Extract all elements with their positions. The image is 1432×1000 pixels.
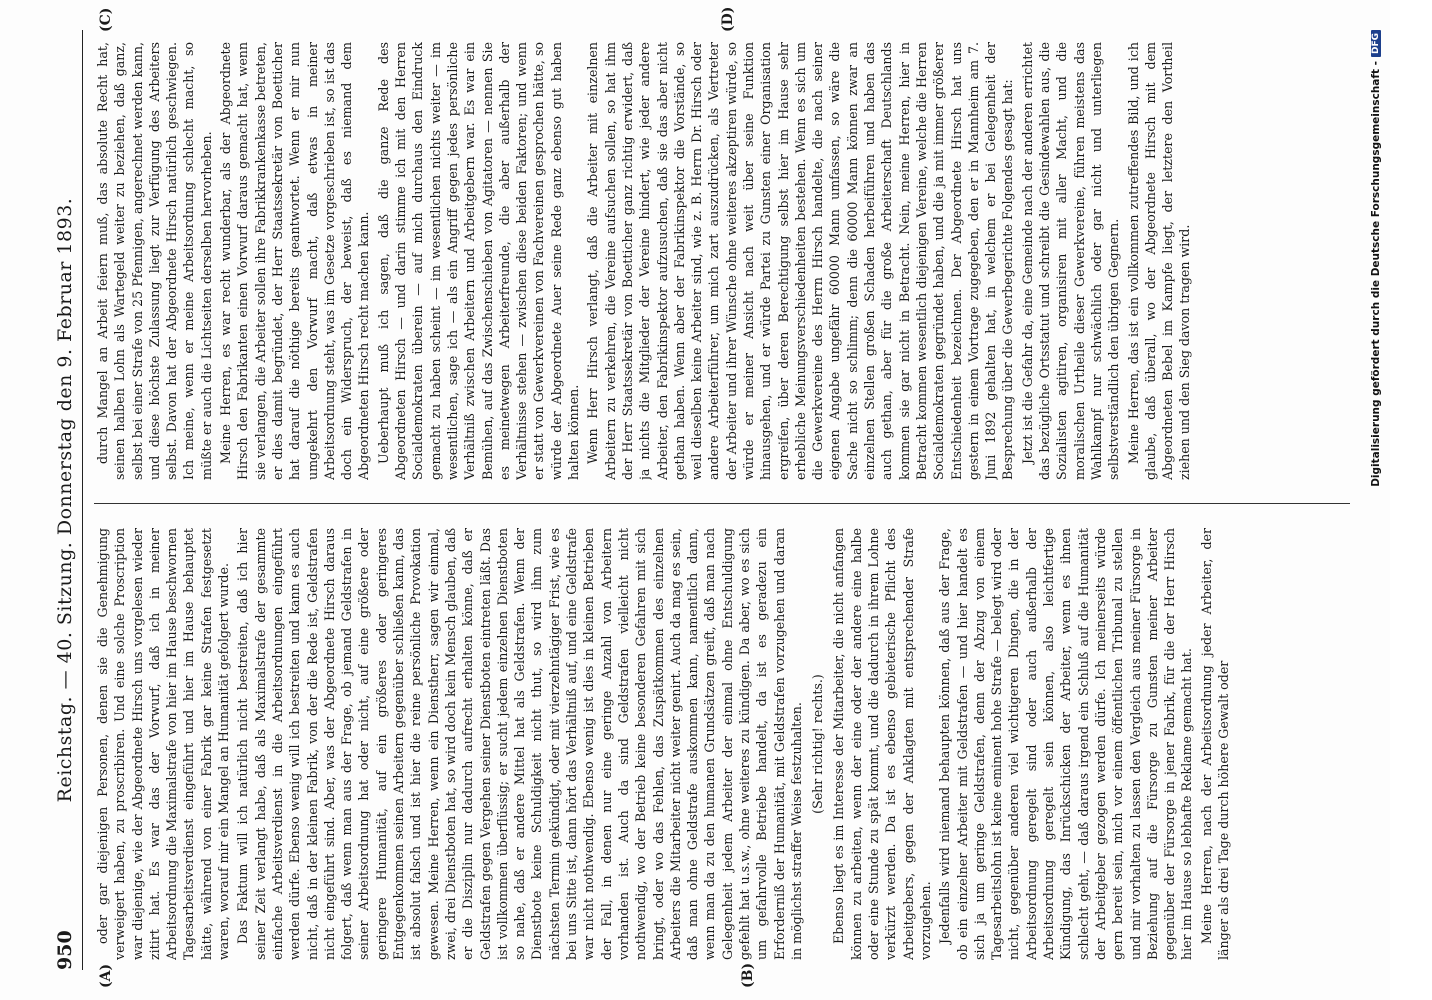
credit-text: Digitalisierung gefördert durch die Deutsche Forschungsgemeinschaft -	[1370, 61, 1382, 487]
paragraph: Das Faktum will ich natürlich nicht bestreiten, daß ich hier seiner Zeit verlangt habe, daß als Maximalstrafe der gesammte einfache Arbeitsverdienst in die Arbeitsordnungen eingeführt werden dürfe. Ebenso wenig will ich bestreiten und kann es auch nicht, daß in der kleinen Fabrik, von der die Rede ist, Geldstrafen nicht eingeführt sind. Aber, was der Abgeordnete Hirsch daraus folgert, daß wenn man aus der Frage, ob jemand Geldstrafen in seiner Arbeitsordnung hat oder nicht, auf eine größere oder geringere Humanität, auf ein größeres oder geringeres Entgegenkommen seinen Arbeitern gegenüber schließen kann, das ist absolut falsch und ist hier die reine persönliche Provokation gewesen. Meine Herren, wenn ein Dienstherr, sagen wir einmal, zwei, drei Dienstboten hat, so wird doch kein Mensch glauben, daß er die Disziplin nur dadurch aufrecht erhalten könne, daß er Geldstrafen gegen Vergehen seiner Dienstboten eintreten läßt. Das ist vollkommen überflüssig; er sucht jedem einzelnen Dienstboten so nahe, daß er andere Mittel hat als Geldstrafen. Wenn der Dienstbote keine Schuldigkeit nicht thut, so wird ihm zum nächsten Termin gekündigt, oder mit vierzehntägiger Frist, wie es bei uns Sitte ist, dann hört das Verhältniß auf, und eine Geldstrafe war nicht nothwendig. Ebenso wenig ist dies in kleinen Betrieben der Fall, in denen nur eine geringe Anzahl von Arbeitern vorhanden ist. Auch da sind Geldstrafen vielleicht nicht nothwendig, wo der Betrieb keine besonderen Gefahren mit sich bringt, oder wo das Fehlen, das Zuspätkommen des einzelnen Arbeiters die Mitarbeiter nicht weiter genirt. Auch da mag es sein, daß man ohne Geldstrafe auskommen kann, namentlich dann, wenn man da zu den humanen Grundsätzen greift, daß man nach Gelegenheit jedem Arbeiter der einmal ohne Entschuldigung gefehlt hat u.s.w., ohne weiteres zu kündigen. Da aber, wo es sich um gefahrvolle Betriebe handelt, da ist es geradezu ein Erforderniß der Humanität, mit Geldstrafen vorzugehen und daran in möglichst straffer Weise festzuhalten.	[235, 528, 804, 960]
quoted-paragraph: Jetzt ist die Gefahr da, eine Gemeinde nach der anderen errichtet das bezügliche Ortsstatut und schreibt die Gesindewahlen aus, die Sozialisten agitiren, organisiren mit aller Macht, und die moralischen Urtheile dieser Gewerkvereine, führen meistens das Wahlkampf nur schwächlich oder gar nicht und unterliegen selbstverständlich den übrigen Gegnern.	[1019, 42, 1122, 480]
margin-marker-c: (C)	[98, 7, 114, 32]
page-header	[42, 30, 83, 970]
paragraph: Meine Herren, nach der Arbeitsordnung jeder Arbeiter, der länger als drei Tage durch höhere Gewalt oder	[1198, 528, 1231, 960]
interjection: (Sehr richtig! rechts.)	[810, 674, 826, 814]
paragraph: Jedenfalls wird niemand behaupten können, daß aus der Frage, ob ein einzelner Arbeiter mit Geldstrafen — und hier handelt es sich ja um geringe Geldstrafen, denn der Abzug von einem Tagesarbeitslohn ist keine eminent hohe Strafe — belegt wird oder nicht, gegenüber anderen viel wichtigeren Dingen, die in der Arbeitsordnung geregelt sind oder auch außerhalb der Arbeitsordnung geregelt sein können, also leichtfertige Kündigung, das Inrückschicken der Arbeiter, wenn es ihnen schlecht geht, — daß daraus irgend ein Schluß auf die Humanität der Arbeitgeber gezogen werden dürfe. Ich meinerseits würde gern bereit sein, mich vor einem öffentlichen Tribunal zu stellen und mir vorhalten zu lassen den Vergleich aus meiner Fürsorge in Beziehung auf die Fürsorge zu Gunsten meiner Arbeiter gegenüber der Fürsorge in jener Fabrik, für die der Herr Hirsch hier im Hause so lebhafte Reklame gemacht hat.	[937, 528, 1195, 960]
page-title: Reichstag. — 40. Sitzung. Donnerstag den 9. Februar 1893.	[54, 197, 76, 803]
page-number: 950	[54, 930, 76, 970]
paragraph: Ebenso liegt es im Interesse der Mitarbeiter, die nicht anfangen können zu arbeiten, wenn der eine oder der andere eine halbe oder eine Stunde zu spät kommt, und die dadurch in ihrem Lohne verkürzt werden. Da ist es ebenso gebieterische Pflicht des Arbeitgebers, gegen der Anklagten mit entsprechender Strafe vorzugehen.	[831, 528, 933, 960]
right-text-column	[94, 42, 1350, 480]
paragraph: Meine Herren, es war recht wunderbar, als der Abgeordnete Hirsch den Fabrikanten einen Vorwurf daraus gemacht hat, wenn sie verlangen, die Arbeiter sollen ihre Fabrikkrankenkasse betreten, er dies damit begründet, der Herr Staatssekretär von Boetticher hat darauf die nöthige bereits geantwortet. Wenn er mir nun umgekehrt den Vorwurf macht, daß etwas in meiner Arbeitsordnung steht, was im Gesetze vorgeschrieben ist, so ist das doch ein Widerspruch, der beweist, daß es niemand dem Abgeordneten Hirsch recht machen kann.	[218, 42, 372, 480]
digitization-credit	[1370, 0, 1382, 1000]
margin-marker-b: (B)	[740, 962, 756, 988]
paragraph: oder gar diejenigen Personen, denen sie die Genehmigung verweigert haben, zu proscribiren. Und eine solche Proscription war diejenige, wie der Abgeordnete Hirsch uns vorgelesen wieder zitirt hat. Es war das der Vorwurf, daß ich in meiner Arbeitsordnung die Maximalstrafe von hier im Hause beschwornen Tagesarbeitsverdienst eingeführt und hier im Hause behauptet hätte, während von einer Fabrik gar keine Strafen festgesetzt waren, worauf mir ein Mangel an Humanität gefolgert wurde.	[95, 528, 232, 960]
paragraph: Ueberhaupt muß ich sagen, daß die ganze Rede des Abgeordneten Hirsch — und darin stimme ich mit den Herren Socialdemokraten überein — auf mich durchaus den Eindruck gemacht zu haben scheint — im wesentlichen nichts weiter — im wesentlichen, sage ich — als ein Angriff gegen jedes persönliche Verhältniß zwischen Arbeitern und Arbeitgebern war. Es war ein Bemühen, auf das Zwischenschieben von Agitatoren — nennen Sie es meinetwegen Arbeiterfreunde, die aber außerhalb der Verhältnisse stehen — zwischen diese beiden Faktoren; und wenn er statt von Gewerkvereinen von Fachvereinen gesprochen hätte, so würde der Abgeordnete Auer seine Rede ganz ebenso gut haben halten können.	[375, 42, 582, 480]
margin-marker-a: (A)	[98, 963, 114, 988]
margin-marker-d: (D)	[720, 6, 736, 32]
paragraph: durch Mangel an Arbeit feiern muß, das absolute Recht hat, seinen halben Lohn als Wartegeld weiter zu beziehen, daß ganz, selbst bei einer Strafe von 25 Pfennigen, angerechnet werden kann, und diese höchste Zulassung liegt zur Verfügung des Arbeiters selbst. Davon hat der Abgeordnete Hirsch natürlich geschwiegen. Ich meine, wenn er meine Arbeitsordnung schlecht macht, so müßte er auch die Lichtseiten derselben hervorheben.	[95, 42, 214, 480]
paragraph: Meine Herren, das ist ein vollkommen zutreffendes Bild, und ich glaube, daß überall, wo der Abgeordnete Hirsch mit dem Abgeordneten Bebel im Kampfe liegt, der letztere den Vortheil ziehen und den Sieg davon tragen wird.	[1125, 42, 1193, 480]
paragraph: Wenn Herr Hirsch verlangt, daß die Arbeiter mit einzelnen Arbeitern zu verkehren, die Vereine aufsuchen sollen, so hat ihm der Herr Staatssekretär von Boetticher ganz richtig erwidert, daß ja nichts die Mitglieder der Vereine hindert, wie jeder andere Arbeiter, den Fabrikinspektor aufzusuchen, daß sie das aber nicht gethan haben. Wenn aber der Fabrikinspektor die Vorstände, so weil dieselben keine Arbeiter sind, wie z. B. Herrn Dr. Hirsch oder andere Arbeiterführer, um mich zart auszudrücken, als Vertreter der Arbeiter und ihrer Wünsche ohne weiteres akzeptiren würde, so würde er meiner Ansicht nach weit über seine Funktion hinausgehen, und er würde Partei zu Gunsten einer Organisation ergreifen, über deren Berechtigung selbst hier im Hause sehr erhebliche Meinungsverschiedenheiten bestehen. Wenn es sich um die Gewerkvereine des Herrn Hirsch handelte, die nach seiner eigenen Angabe ungefähr 60000 Mann umfassen, so wäre die Sache nicht so schlimm; denn die 60000 Mann können zwar an einzelnen Stellen großen Schaden herbeiführen und haben das auch gethan, aber für die große Arbeiterschaft Deutschlands kommen sie gar nicht in Betracht. Nein, meine Herren, hier in Betracht kommen wesentlich diejenigen Vereine, welche die Herren Socialdemokraten gegründet haben, und die ja mit immer größerer Entschiedenheit bezeichnen. Der Abgeordnete Hirsch hat uns gestern in einem Vortrage zugegeben, den er in Mannheim am 7. Juni 1892 gehalten hat, in welchem er bei Gelegenheit der Besprechung über die Gewerbegerichte Folgendes gesagt hat:	[585, 42, 1016, 480]
dfg-logo: DFG	[1371, 30, 1381, 57]
column-divider	[94, 503, 1350, 504]
left-text-column	[94, 528, 1350, 960]
